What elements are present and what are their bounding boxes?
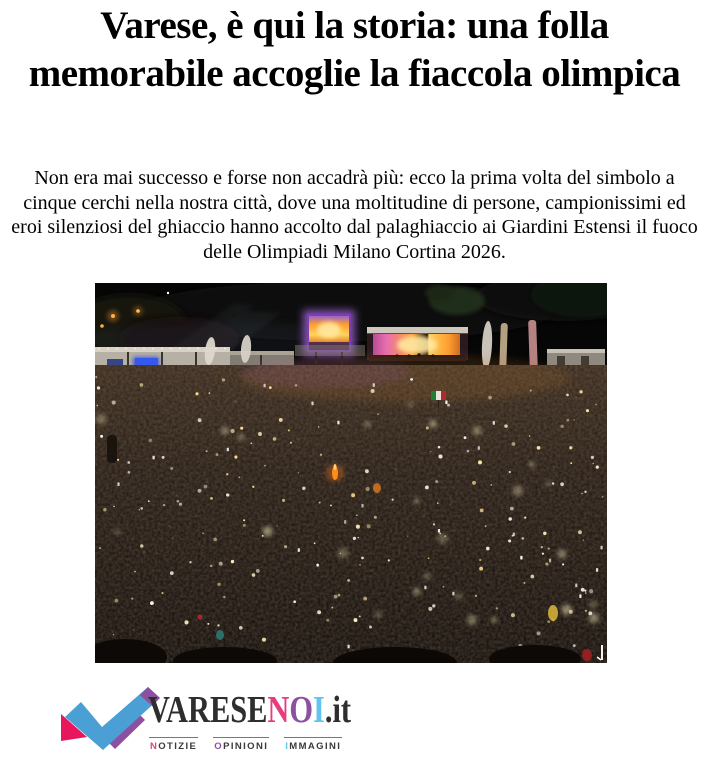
article-headline: Varese, è qui la storia: una folla memorabile accoglie la fiaccola olimpica xyxy=(28,4,681,95)
logo-brand-text xyxy=(148,691,351,729)
logo-part-varese: VARESE xyxy=(148,689,268,731)
crowd-night-photo xyxy=(95,283,607,663)
logo-part-n: N xyxy=(267,689,290,731)
logo-taglines xyxy=(149,737,342,752)
logo-part-it: .it xyxy=(324,689,352,731)
varesenoi-logo[interactable] xyxy=(60,684,390,762)
article-photo xyxy=(95,283,607,663)
logo-tagline-notizie: NOTIZIE xyxy=(149,737,198,752)
logo-tagline-opinioni: OPINIONI xyxy=(213,737,269,752)
logo-part-i: I xyxy=(313,689,325,731)
logo-tagline-immagini: IMMAGINI xyxy=(284,737,342,752)
article-dek: Non era mai successo e forse non accadrà più: ecco la prima volta del simbolo a cinque cerchi nella nostra città, dove una moltitudine di persone, campionissimi ed eroi silenziosi del ghiaccio hanno accolto dal palaghiaccio ai Giardini Estensi il fuoco delle Olimpiadi Milano Cortina 2026. xyxy=(11,167,698,263)
logo-part-o: O xyxy=(289,689,314,731)
